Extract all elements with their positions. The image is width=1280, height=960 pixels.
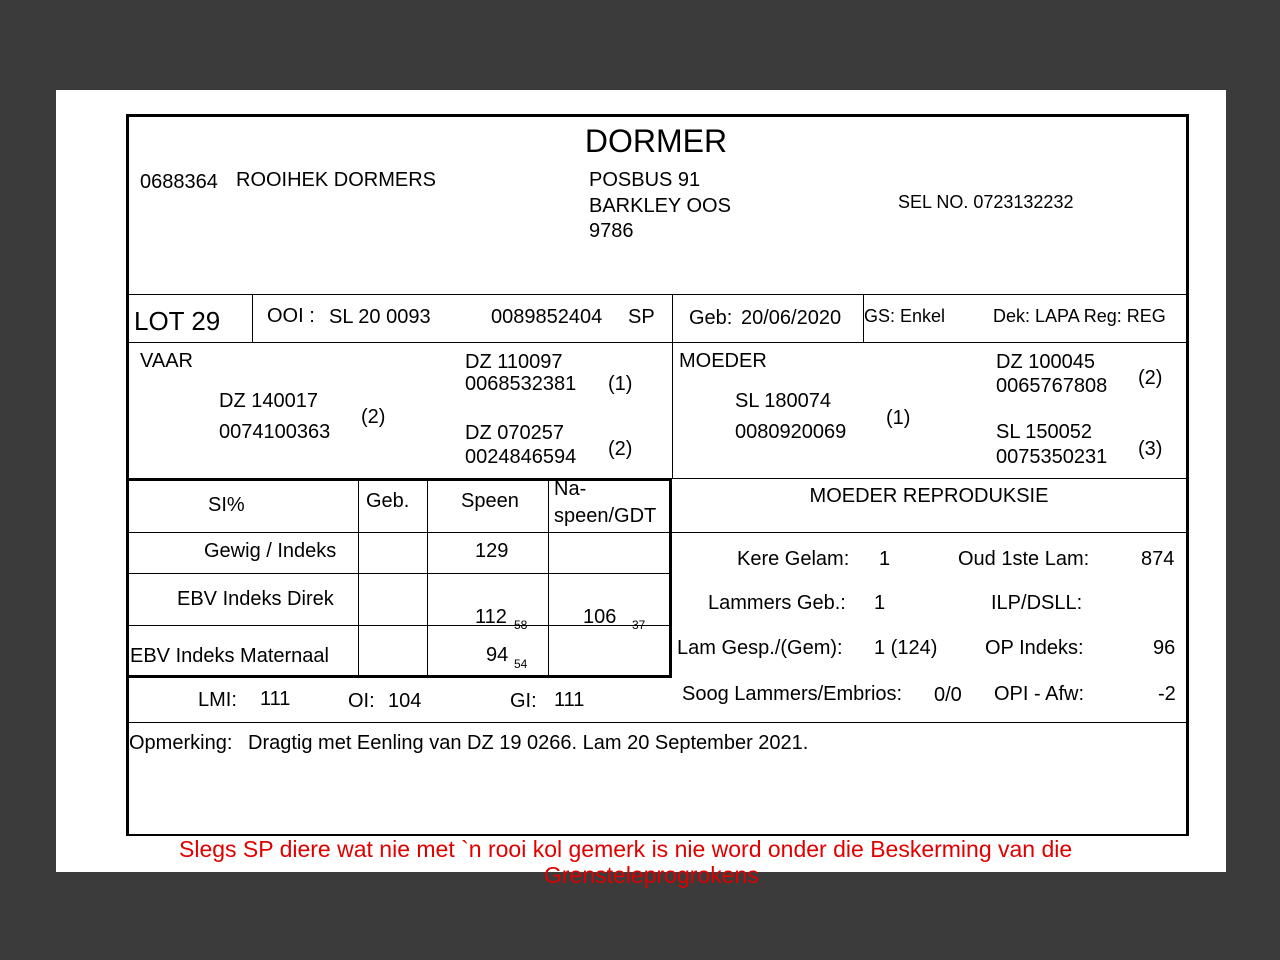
divider [669, 478, 672, 678]
ooi-status: SP [628, 306, 655, 328]
column-header-geb: Geb. [366, 490, 410, 512]
divider [548, 480, 549, 676]
oi-label: OI: [348, 690, 375, 712]
address-line-2: BARKLEY OOS [589, 195, 731, 217]
maternal-granddam-number: 0075350231 [996, 446, 1108, 468]
divider [126, 675, 671, 678]
postcode: 9786 [589, 220, 634, 242]
birth-date: 20/06/2020 [741, 307, 842, 329]
divider [427, 480, 428, 676]
lot-card [126, 114, 1186, 834]
birth-label: Geb: [689, 307, 733, 329]
footer-notice: Slegs SP diere wat nie met `n rooi kol gemerk is nie word onder die Beskerming van die [179, 836, 1073, 862]
dam-number: 0080920069 [735, 421, 847, 443]
sire-rank: (2) [361, 406, 386, 428]
naspeen-value: 106 [583, 606, 617, 628]
paternal-granddam-id: DZ 070257 [465, 422, 564, 444]
speen-value: 112 [475, 606, 507, 628]
row-label: EBV Indeks Maternaal [130, 645, 329, 667]
lambings-value: 1 [879, 548, 891, 570]
row-label: EBV Indeks Direk [177, 588, 334, 610]
first-lamb-age-value: 874 [1141, 548, 1175, 570]
maternal-grandsire-number: 0065767808 [996, 375, 1108, 397]
lmi-value: 111 [260, 688, 291, 710]
maternal-grandsire-rank: (2) [1138, 367, 1163, 389]
lambings-label: Kere Gelam: [737, 548, 850, 570]
sire-id: DZ 140017 [219, 390, 318, 412]
gi-value: 111 [554, 689, 585, 711]
divider [126, 573, 671, 574]
maternal-granddam-id: SL 150052 [996, 421, 1093, 443]
remarks-text: Dragtig met Eenling van DZ 19 0266. Lam 20 September 2021. [248, 732, 809, 754]
si-header: SI% [208, 494, 245, 516]
divider [126, 532, 1186, 533]
suckled-lambs-value: 0/0 [934, 684, 962, 706]
divider [672, 478, 1186, 479]
opi-deviation-value: -2 [1158, 683, 1176, 705]
gi-label: GI: [510, 690, 537, 712]
document-page [56, 90, 1226, 888]
column-header-speen: Speen [461, 490, 519, 512]
column-header-naspeen-gdt: speen/GDT [554, 505, 657, 527]
breeder-id: 0688364 [140, 171, 218, 193]
suckled-lambs-label: Soog Lammers/Embrios: [682, 683, 903, 705]
divider [672, 294, 673, 342]
op-index-label: OP Indeks: [985, 637, 1084, 659]
card-border-left [126, 114, 129, 836]
ooi-number: 0089852404 [491, 306, 603, 328]
sire-number: 0074100363 [219, 421, 331, 443]
dam-rank: (1) [886, 407, 911, 429]
speen-value: 129 [475, 540, 509, 562]
paternal-grandsire-id: DZ 110097 [465, 351, 563, 373]
divider [358, 480, 359, 676]
paternal-grandsire-number: 0068532381 [465, 373, 577, 395]
lambs-weaned-value: 1 (124) [874, 637, 938, 659]
paternal-granddam-number: 0024846594 [465, 446, 577, 468]
divider [126, 722, 1186, 723]
footer-notice-continued: Grensteleprogrokens [544, 862, 759, 888]
card-border-right [1186, 114, 1189, 836]
oi-value: 104 [388, 690, 422, 712]
remarks-label: Opmerking: [129, 732, 233, 754]
dam-label: MOEDER [679, 350, 767, 372]
speen-value: 94 [486, 644, 509, 666]
row-label: Gewig / Indeks [204, 540, 337, 562]
paternal-grandsire-rank: (1) [608, 373, 633, 395]
lmi-label: LMI: [198, 689, 237, 711]
paternal-granddam-rank: (2) [608, 438, 633, 460]
lambs-born-value: 1 [874, 592, 886, 614]
divider [126, 342, 1186, 343]
op-index-value: 96 [1153, 637, 1176, 659]
divider [672, 342, 673, 478]
naspeen-subscript: 37 [632, 618, 646, 632]
breed-title: DORMER [584, 123, 728, 159]
address-line-1: POSBUS 91 [589, 169, 701, 191]
birth-status: GS: Enkel [864, 306, 946, 326]
lambs-born-label: Lammers Geb.: [708, 592, 846, 614]
opi-deviation-label: OPI - Afw: [994, 683, 1085, 705]
divider [126, 478, 671, 481]
card-border-top [126, 114, 1188, 117]
lambs-weaned-label: Lam Gesp./(Gem): [677, 637, 843, 659]
lot-number: LOT 29 [134, 306, 221, 336]
sire-label: VAAR [140, 350, 193, 372]
reproduction-header: MOEDER REPRODUKSIE [809, 485, 1049, 507]
ooi-id: SL 20 0093 [329, 306, 431, 328]
divider [252, 294, 253, 342]
mating-info: Dek: LAPA Reg: REG [993, 306, 1166, 326]
column-header-naspeen: Na- [554, 478, 587, 500]
speen-subscript: 54 [514, 657, 528, 671]
dam-id: SL 180074 [735, 390, 832, 412]
first-lamb-age-label: Oud 1ste Lam: [958, 548, 1090, 570]
phone-number: SEL NO. 0723132232 [898, 192, 1074, 212]
maternal-grandsire-id: DZ 100045 [996, 351, 1095, 373]
speen-subscript: 58 [514, 618, 528, 632]
divider [126, 294, 1186, 295]
ooi-label: OOI : [267, 305, 315, 327]
ilp-dsll-label: ILP/DSLL: [991, 592, 1083, 614]
maternal-granddam-rank: (3) [1138, 438, 1163, 460]
breeder-name: ROOIHEK DORMERS [236, 169, 437, 191]
